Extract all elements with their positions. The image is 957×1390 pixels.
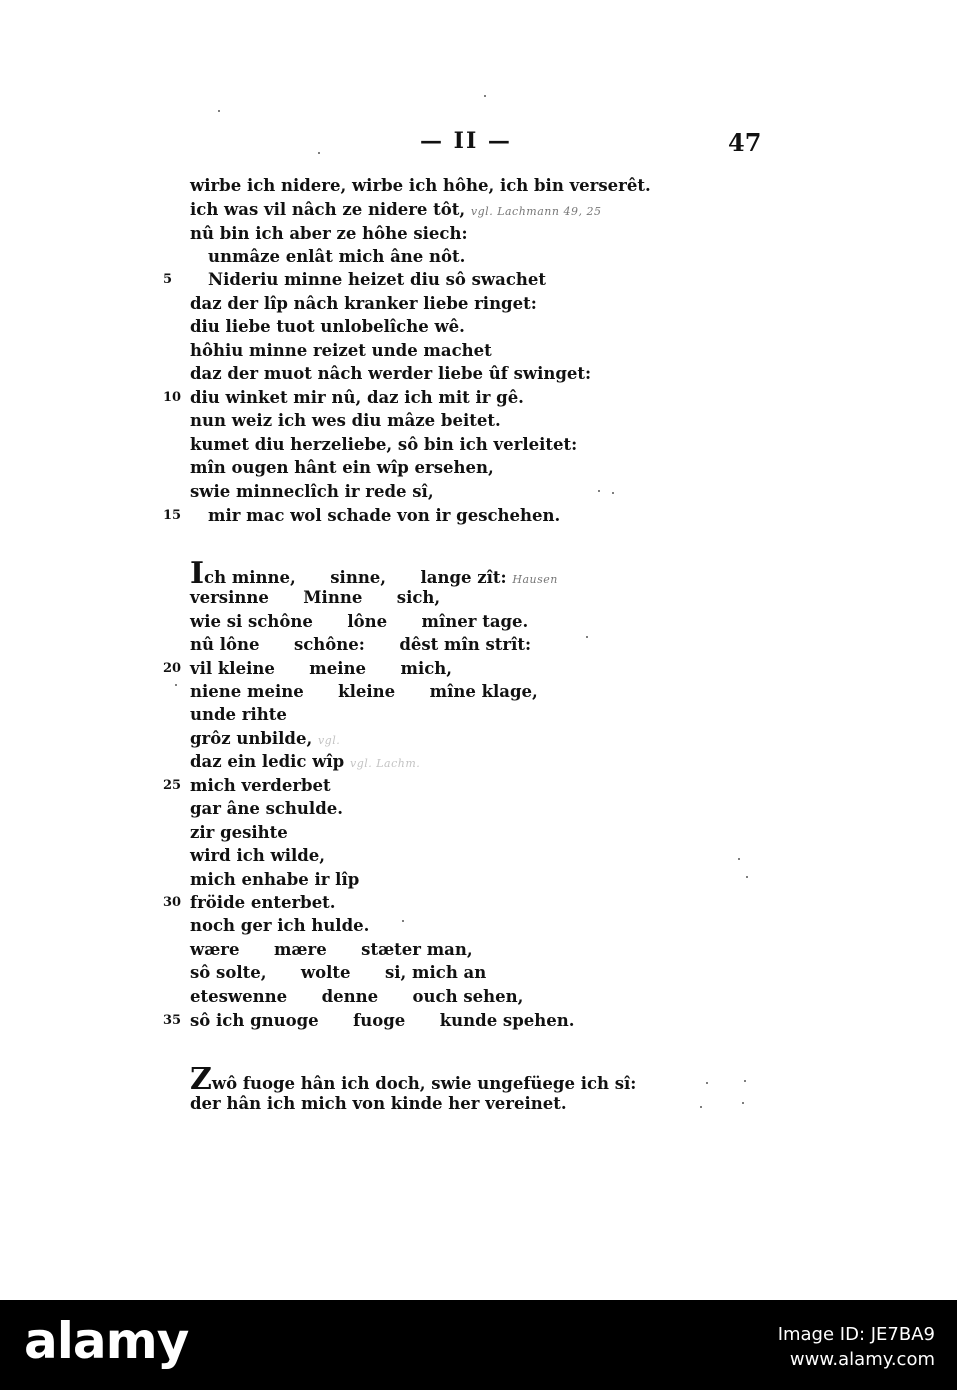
verse-line: wirbe ich nidere, wirbe ich hôhe, ich bin verserêt. xyxy=(190,176,651,195)
site-url: www.alamy.com xyxy=(789,1349,935,1370)
handwritten-note: vgl. Lachm. xyxy=(349,757,421,770)
scan-speck xyxy=(598,490,600,492)
line-number: 25 xyxy=(163,778,182,793)
verse-line: sô solte, wolte si, mich an xyxy=(190,963,487,982)
verse-line: wære mære stæter man, xyxy=(190,940,473,959)
verse-line: zir gesihte xyxy=(190,823,288,842)
verse-line: Ich minne, sinne, lange zît: Hausen xyxy=(190,556,558,591)
verse-line: mich enhabe ir lîp xyxy=(190,870,360,889)
verse-line: versinne Minne sich, xyxy=(190,588,441,607)
verse-line: diu winket mir nû, daz ich mit ir gê. xyxy=(190,388,524,407)
verse-line: unde rihte xyxy=(190,705,287,724)
verse-line: grôz unbilde, vgl. xyxy=(190,729,341,748)
verse-line: nû bin ich aber ze hôhe siech: xyxy=(190,224,468,243)
line-number: 20 xyxy=(163,661,182,676)
verse-line: wird ich wilde, xyxy=(190,846,326,865)
verse-line: daz ein ledic wîp vgl. Lachm. xyxy=(190,752,421,771)
initial-letter: Z xyxy=(190,1062,212,1097)
verse-line: nun weiz ich wes diu mâze beitet. xyxy=(190,411,501,430)
line-number: 30 xyxy=(163,895,182,910)
image-id: Image ID: JE7BA9 xyxy=(777,1324,935,1345)
banner-info xyxy=(778,1322,935,1372)
scan-speck xyxy=(612,492,614,494)
verse-line: vil kleine meine mich, xyxy=(190,659,452,678)
verse-line: eteswenne denne ouch sehen, xyxy=(190,987,524,1006)
verse-line: mir mac wol schade von ir geschehen. xyxy=(208,506,561,525)
handwritten-note: Hausen xyxy=(512,573,558,586)
scan-speck xyxy=(218,110,220,112)
verse-line: daz der lîp nâch kranker liebe ringet: xyxy=(190,294,537,313)
scan-speck xyxy=(586,636,588,638)
handwritten-note: vgl. xyxy=(317,734,341,747)
scan-speck xyxy=(318,152,320,154)
verse-line: noch ger ich hulde. xyxy=(190,916,370,935)
scan-speck xyxy=(484,95,486,97)
scan-speck xyxy=(402,920,404,922)
verse-line: mîn ougen hânt ein wîp ersehen, xyxy=(190,458,494,477)
line-number: 15 xyxy=(163,508,182,523)
verse-line: sô ich gnuoge fuoge kunde spehen. xyxy=(190,1011,575,1030)
verse-line: der hân ich mich von kinde her vereinet. xyxy=(190,1094,567,1113)
initial-letter: I xyxy=(190,556,205,591)
scan-speck xyxy=(738,858,740,860)
scan-speck xyxy=(706,1082,708,1084)
scan-speck xyxy=(746,876,748,878)
verse-line: diu liebe tuot unlobelîche wê. xyxy=(190,317,465,336)
watermark-banner xyxy=(0,1300,957,1390)
verse-line: gar âne schulde. xyxy=(190,799,343,818)
line-number: 35 xyxy=(163,1013,182,1028)
scan-speck xyxy=(744,1080,746,1082)
verse-line: swie minneclîch ir rede sî, xyxy=(190,482,434,501)
verse-line: mich verderbet xyxy=(190,776,331,795)
scan-speck xyxy=(175,684,177,686)
line-number: 10 xyxy=(163,390,182,405)
header-signature: — II — xyxy=(420,128,512,154)
scan-speck xyxy=(742,1102,744,1104)
verse-line: Zwô fuoge hân ich doch, swie ungefüege ich sî: xyxy=(190,1062,637,1097)
verse-line: ich was vil nâch ze nidere tôt, vgl. Lachmann 49, 25 xyxy=(190,200,602,219)
alamy-logo: alamy xyxy=(24,1312,189,1370)
verse-line: hôhiu minne reizet unde machet xyxy=(190,341,492,360)
verse-line: fröide enterbet. xyxy=(190,893,336,912)
verse-line: Nideriu minne heizet diu sô swachet xyxy=(208,270,546,289)
verse-line: daz der muot nâch werder liebe ûf swinget: xyxy=(190,364,592,383)
verse-line: unmâze enlât mich âne nôt. xyxy=(208,247,466,266)
verse-line: wie si schône lône mîner tage. xyxy=(190,612,529,631)
verse-line: niene meine kleine mîne klage, xyxy=(190,682,538,701)
handwritten-note: vgl. Lachmann 49, 25 xyxy=(470,205,602,218)
verse-line: kumet diu herzeliebe, sô bin ich verleitet: xyxy=(190,435,578,454)
page-number: 47 xyxy=(728,128,762,157)
line-number: 5 xyxy=(163,272,173,287)
scan-speck xyxy=(700,1106,702,1108)
verse-line: nû lône schône: dêst mîn strît: xyxy=(190,635,532,654)
